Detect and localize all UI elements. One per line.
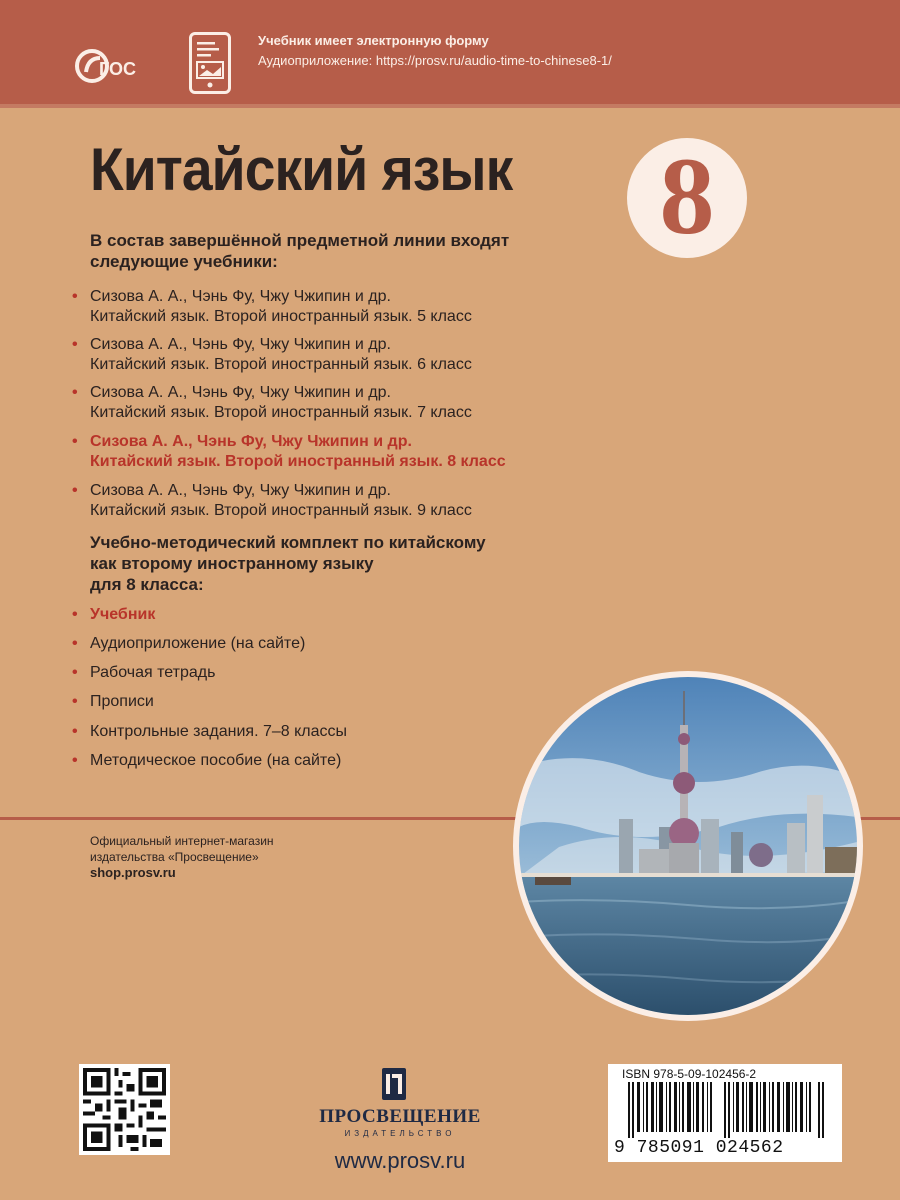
skyline-photo-frame (513, 671, 863, 1021)
electronic-form-note: Учебник имеет электронную форму (258, 33, 489, 48)
tablet-icon (189, 32, 231, 94)
book-name: Китайский язык. Второй иностранный язык. 6 класс (90, 356, 472, 373)
barcode (622, 1082, 832, 1138)
book-authors: Сизова А. А., Чэнь Фу, Чжу Чжипин и др. (90, 482, 391, 499)
book-name: Китайский язык. Второй иностранный язык. 7 класс (90, 404, 472, 421)
kit-item-label: Аудиоприложение (на сайте) (90, 635, 306, 652)
publisher-name: ПРОСВЕЩЕНИЕ (319, 1106, 481, 1127)
grade-badge (627, 135, 747, 258)
kit-heading-line: как второму иностранному языку (90, 554, 374, 573)
book-authors: Сизова А. А., Чэнь Фу, Чжу Чжипин и др. (90, 336, 391, 353)
header-band-edge (0, 104, 900, 108)
shop-line: издательства «Просвещение» (90, 850, 259, 864)
bullet: • (72, 693, 78, 710)
kit-heading-line: Учебно-методический комплект по китайскому (90, 533, 486, 552)
book-authors: Сизова А. А., Чэнь Фу, Чжу Чжипин и др. (90, 384, 391, 401)
fgos-logo-text: ГОС (99, 59, 136, 79)
shop-info (90, 833, 274, 881)
bullet: • (72, 384, 78, 401)
grade-number: 8 (659, 135, 715, 257)
qr-code[interactable] (79, 1064, 170, 1155)
book-name: Китайский язык. Второй иностранный язык. 5 класс (90, 308, 472, 325)
bullet: • (72, 336, 78, 353)
bullet: • (72, 664, 78, 681)
kit-item-label: Рабочая тетрадь (90, 664, 216, 681)
kit-heading (90, 532, 486, 595)
book-name: Китайский язык. Второй иностранный язык. 9 класс (90, 502, 472, 519)
series-heading-line: следующие учебники: (90, 252, 278, 271)
bullet: • (72, 723, 78, 740)
series-heading-line: В состав завершённой предметной линии входят (90, 231, 510, 250)
bullet: • (72, 482, 78, 499)
isbn-barcode-digits: 9 785091 024562 (614, 1138, 784, 1158)
series-heading (90, 230, 509, 272)
bullet: • (72, 752, 78, 769)
publisher-website[interactable]: www.prosv.ru (334, 1148, 466, 1173)
book-name: Китайский язык. Второй иностранный язык. 8 класс (90, 453, 506, 470)
isbn-block (608, 1064, 842, 1162)
isbn-label: ISBN 978-5-09-102456-2 (622, 1067, 757, 1081)
bullet: • (72, 433, 78, 450)
bullet: • (72, 288, 78, 305)
bullet: • (72, 635, 78, 652)
kit-heading-line: для 8 класса: (90, 575, 204, 594)
audio-app-link[interactable]: Аудиоприложение: https://prosv.ru/audio-time-to-chinese8-1/ (258, 53, 612, 68)
kit-item-label: Контрольные задания. 7–8 классы (90, 723, 348, 740)
shop-url[interactable]: shop.prosv.ru (90, 865, 176, 880)
kit-item-label: Методическое пособие (на сайте) (90, 752, 342, 769)
book-title: Китайский язык (90, 136, 513, 203)
book-authors: Сизова А. А., Чэнь Фу, Чжу Чжипин и др. (90, 288, 391, 305)
kit-item-label: Учебник (90, 606, 156, 623)
shanghai-skyline-photo (519, 677, 857, 1015)
shop-line: Официальный интернет-магазин (90, 834, 274, 848)
fgos-logo (74, 46, 154, 86)
book-authors: Сизова А. А., Чэнь Фу, Чжу Чжипин и др. (90, 433, 412, 450)
publisher-logo-icon (374, 1066, 414, 1102)
publisher-subtitle: ИЗДАТЕЛЬСТВО (344, 1129, 456, 1138)
kit-item-label: Прописи (90, 693, 154, 710)
bullet: • (72, 606, 78, 623)
